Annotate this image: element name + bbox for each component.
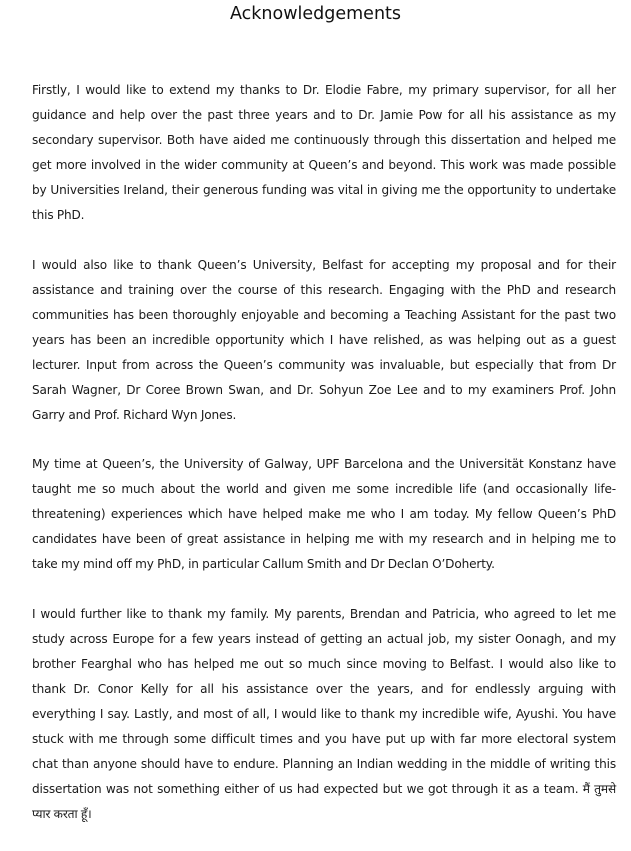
acknowledgements-body <box>32 78 616 851</box>
paragraph-supervisors: Firstly, I would like to extend my thanks to Dr. Elodie Fabre, my primary supervisor, for all her guidance and help over the past three years and to Dr. Jamie Pow for all his assistance as my secondary supervisor. Both have aided me continuously through this dissertation and helped me get more involved in the wider community at Queen’s and beyond. This work was made possible by Universities Ireland, their generous funding was vital in giving me the opportunity to undertake this PhD. <box>32 83 616 222</box>
paragraph-university: I would also like to thank Queen’s University, Belfast for accepting my proposal and for their assistance and training over the course of this research. Engaging with the PhD and research communities has been thoroughly enjoyable and becoming a Teaching Assistant for the past two years has been an incredible opportunity which I have relished, as was helping out as a guest lecturer. Input from across the Queen’s community was invaluable, but especially that from Dr Sarah Wagner, Dr Coree Brown Swan, and Dr. Sohyun Zoe Lee and to my examiners Prof. John Garry and Prof. Richard Wyn Jones. <box>32 257 616 422</box>
page-title: Acknowledgements <box>229 4 402 24</box>
paragraph-family: I would further like to thank my family. My parents, Brendan and Patricia, who agreed to let me study across Europe for a few years instead of getting an actual job, my sister Oonagh, and my brother Fearghal who has helped me out so much since moving to Belfast. I would also like to thank Dr. Conor Kelly for all his assistance over the years, and for endlessly arguing with everything I say. Lastly, and most of all, I would like to thank my incredible wife, Ayushi. You have stuck with me through some difficult times and you have put up with far more electoral system chat than anyone should have to endure. Planning an Indian wedding in the middle of writing this dissertation was not something either of us had expected but we got through it as a team. मैं तुमसे प्यार करता हूँ। <box>32 606 616 821</box>
paragraph-institutions: My time at Queen’s, the University of Galway, UPF Barcelona and the Universität Konstanz have taught me so much about the world and given me some incredible life (and occasionally life-threatening) experiences which have helped make me who I am today. My fellow Queen’s PhD candidates have been of great assistance in helping me with my research and in helping me to take my mind off my PhD, in particular Callum Smith and Dr Declan O’Doherty. <box>32 457 616 571</box>
